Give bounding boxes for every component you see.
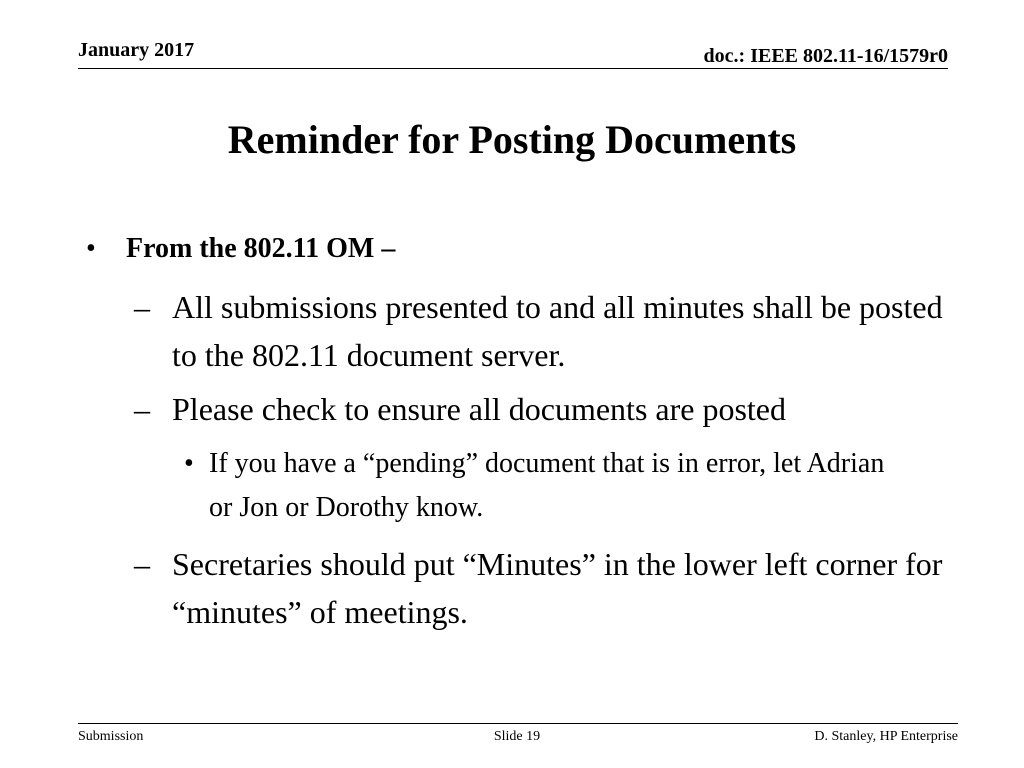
sub-bullet-secretaries <box>134 540 952 636</box>
footer-rule <box>78 723 958 724</box>
sub-bullet-check-posted <box>134 385 952 433</box>
bullet-text: From the 802.11 OM – <box>126 233 396 264</box>
bullet-marker: • <box>86 233 96 264</box>
sub-sub-bullet-pending <box>184 442 909 530</box>
header-doc-id: doc.: IEEE 802.11-16/1579r0 <box>703 45 948 67</box>
sub-bullet-text: Please check to ensure all documents are posted <box>172 391 786 427</box>
slide-title: Reminder for Posting Documents <box>227 117 797 162</box>
header-rule <box>78 68 948 69</box>
sub-bullet-submissions <box>134 283 952 379</box>
dash-marker: – <box>134 546 150 582</box>
footer-slide-number: Slide 19 <box>493 729 541 744</box>
header-date: January 2017 <box>78 39 195 61</box>
dash-marker: – <box>134 289 150 325</box>
bullet-marker: • <box>184 448 194 479</box>
sub-bullet-text: Secretaries should put “Minutes” in the lower left corner for “minutes” of meetings. <box>172 546 943 630</box>
footer-submission: Submission <box>78 729 144 744</box>
footer-author: D. Stanley, HP Enterprise <box>814 729 958 744</box>
sub-sub-bullet-text: If you have a “pending” document that is in error, let Adrian or Jon or Dorothy know. <box>209 448 885 523</box>
sub-bullet-text: All submissions presented to and all minutes shall be posted to the 802.11 document server. <box>172 289 943 373</box>
bullet-level-1 <box>86 230 395 268</box>
dash-marker: – <box>134 391 150 427</box>
